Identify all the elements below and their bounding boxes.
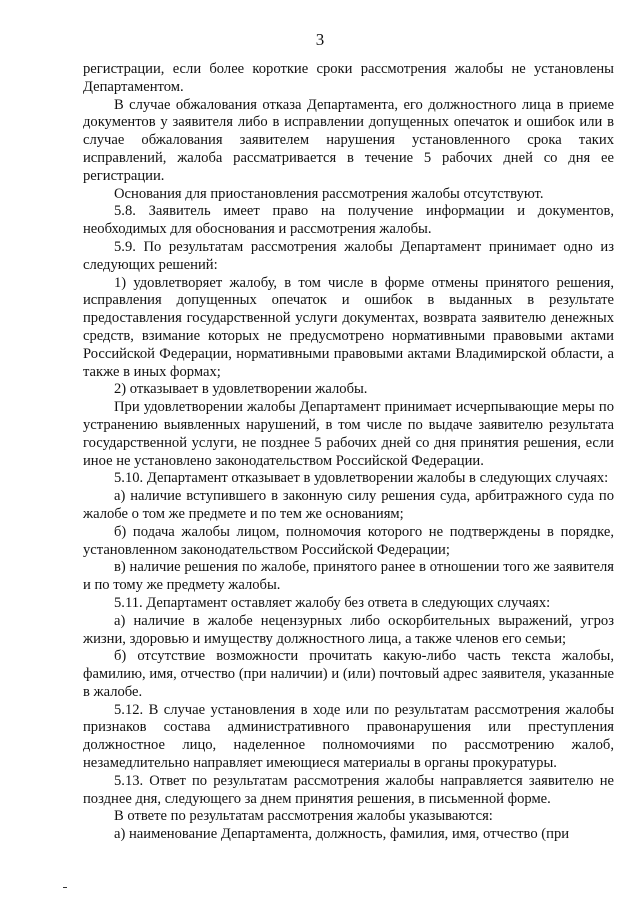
document-paragraph: Основания для приостановления рассмотрения жалобы отсутствуют. <box>114 185 544 202</box>
document-paragraph: в) наличие решения по жалобе, принятого ранее в отношении того же заявителя и по тому же предмету жалобы. <box>83 559 614 594</box>
document-paragraph: 5.9. По результатам рассмотрения жалобы Департамент принимает одно из следующих решений: <box>83 238 614 273</box>
document-paragraph: 5.13. Ответ по результатам рассмотрения жалобы направляется заявителю не позднее дня, следующего за днем принятия решения, в письменной форме. <box>83 772 614 807</box>
document-paragraph: 5.10. Департамент отказывает в удовлетворении жалобы в следующих случаях: <box>114 470 609 487</box>
document-paragraph: 1) удовлетворяет жалобу, в том числе в форме отмены принятого решения, исправления допущенных опечаток и ошибок в выданных в результате предоставления государственной услуги документах, возврата заявителю денежных средств, взимание которых не предусмотрено нормативными правовыми актами Российской Федерации, нормативными правовыми актами Владимирской области, а также в иных формах; <box>83 274 614 380</box>
scan-mark <box>63 887 67 888</box>
document-paragraph: регистрации, если более короткие сроки рассмотрения жалобы не установлены Департаментом. <box>83 61 614 95</box>
document-body <box>83 61 614 844</box>
document-paragraph: 5.12. В случае установления в ходе или по результатам рассмотрения жалобы признаков состава административного правонарушения или преступления должностное лицо, наделенное полномочиями по рассмотрению жалоб, незамедлительно направляет имеющиеся материалы в органы прокуратуры. <box>83 701 614 772</box>
document-paragraph: 2) отказывает в удовлетворении жалобы. <box>114 381 368 398</box>
document-paragraph: а) наименование Департамента, должность, фамилия, имя, отчество (при <box>114 826 570 843</box>
document-paragraph: В случае обжалования отказа Департамента, его должностного лица в приеме документов у заявителя либо в исправлении допущенных опечаток и ошибок или в случае обжалования заявителем нарушения установленного срока таких исправлений, жалоба рассматривается в течение 5 рабочих дней со дня ее регистрации. <box>83 96 614 184</box>
document-paragraph: 5.8. Заявитель имеет право на получение информации и документов, необходимых для обоснования и рассмотрения жалобы. <box>83 203 614 238</box>
document-paragraph: а) наличие в жалобе нецензурных либо оскорбительных выражений, угроз жизни, здоровью и имуществу должностного лица, а также членов его семьи; <box>83 612 614 647</box>
document-paragraph: б) подача жалобы лицом, полномочия которого не подтверждены в порядке, установленном законодательством Российской Федерации; <box>83 523 614 558</box>
document-paragraph: б) отсутствие возможности прочитать какую-либо часть текста жалобы, фамилию, имя, отчество (при наличии) и (или) почтовый адрес заявителя, указанные в жалобе. <box>83 648 614 700</box>
page-number: 3 <box>315 30 325 49</box>
document-paragraph: 5.11. Департамент оставляет жалобу без ответа в следующих случаях: <box>114 594 551 611</box>
document-paragraph: а) наличие вступившего в законную силу решения суда, арбитражного суда по жалобе о том же предмете и по тем же основаниям; <box>83 488 614 522</box>
document-paragraph: В ответе по результатам рассмотрения жалобы указываются: <box>114 808 493 825</box>
document-paragraph: При удовлетворении жалобы Департамент принимает исчерпывающие меры по устранению выявленных нарушений, в том числе по выдаче заявителю результата государственной услуги, не позднее 5 рабочих дней со дня принятия решения, если иное не установлено законодательством Российской Федерации. <box>83 399 614 469</box>
